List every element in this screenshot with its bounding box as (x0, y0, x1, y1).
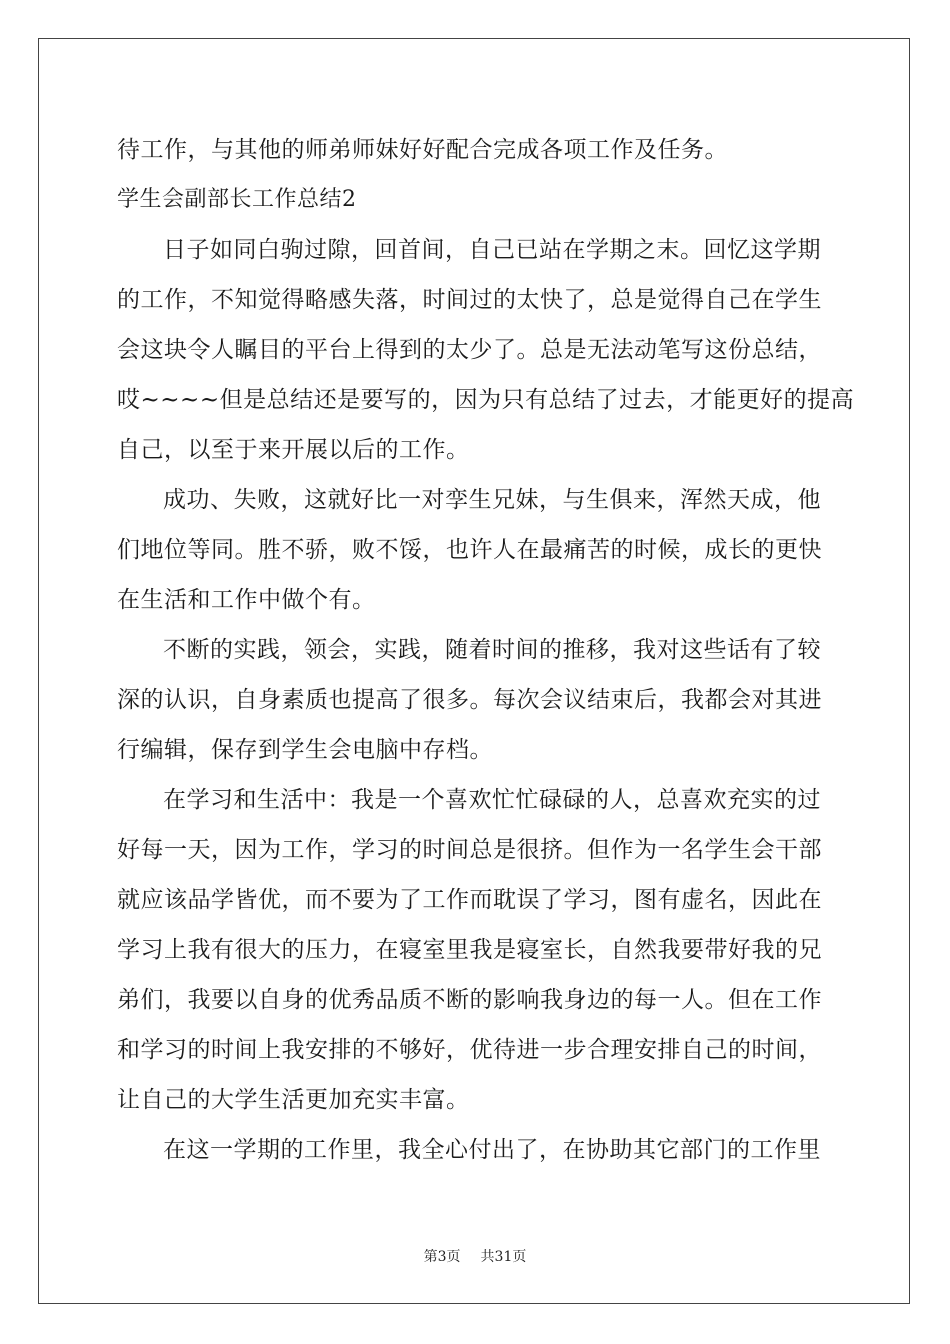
text-line: 会这块令人瞩目的平台上得到的太少了。总是无法动笔写这份总结， (117, 337, 822, 363)
text-line: 好每一天，因为工作，学习的时间总是很挤。但作为一名学生会干部 (117, 837, 822, 863)
text-line: 在生活和工作中做个有。 (117, 587, 376, 613)
text-line: 在这一学期的工作里，我全心付出了，在协助其它部门的工作里 (163, 1137, 821, 1163)
text-line: 哎~~~~但是总结还是要写的，因为只有总结了过去，才能更好的提高 (117, 387, 855, 413)
document-body (117, 125, 855, 1175)
text-line: 待工作，与其他的师弟师妹好好配合完成各项工作及任务。 (117, 137, 728, 163)
text-line: 自己，以至于来开展以后的工作。 (117, 437, 470, 463)
text-line: 让自己的大学生活更加充实丰富。 (117, 1087, 470, 1113)
text-line: 不断的实践，领会，实践，随着时间的推移，我对这些话有了较 (163, 637, 821, 663)
text-line: 弟们，我要以自身的优秀品质不断的影响我身边的每一人。但在工作 (117, 987, 822, 1013)
text-line: 成功、失败，这就好比一对孪生兄妹，与生俱来，浑然天成，他 (163, 487, 821, 513)
text-line: 和学习的时间上我安排的不够好，优待进一步合理安排自己的时间， (117, 1037, 822, 1063)
page-total: 共31页 (480, 1249, 527, 1265)
text-line: 行编辑，保存到学生会电脑中存档。 (117, 737, 493, 763)
text-line: 日子如同白驹过隙，回首间，自己已站在学期之末。回忆这学期 (163, 237, 821, 263)
page-number: 第3页 (423, 1249, 461, 1265)
text-line: 就应该品学皆优，而不要为了工作而耽误了学习，图有虚名，因此在 (117, 887, 822, 913)
text-line: 的工作，不知觉得略感失落，时间过的太快了，总是觉得自己在学生 (117, 287, 822, 313)
text-line: 们地位等同。胜不骄，败不馁，也许人在最痛苦的时候，成长的更快 (117, 537, 822, 563)
page-footer (0, 1246, 950, 1266)
text-line: 学习上我有很大的压力，在寝室里我是寝室长，自然我要带好我的兄 (117, 937, 822, 963)
section-heading: 学生会副部长工作总结2 (117, 187, 357, 212)
text-line: 在学习和生活中：我是一个喜欢忙忙碌碌的人，总喜欢充实的过 (163, 787, 821, 813)
text-line: 深的认识，自身素质也提高了很多。每次会议结束后，我都会对其进 (117, 687, 822, 713)
